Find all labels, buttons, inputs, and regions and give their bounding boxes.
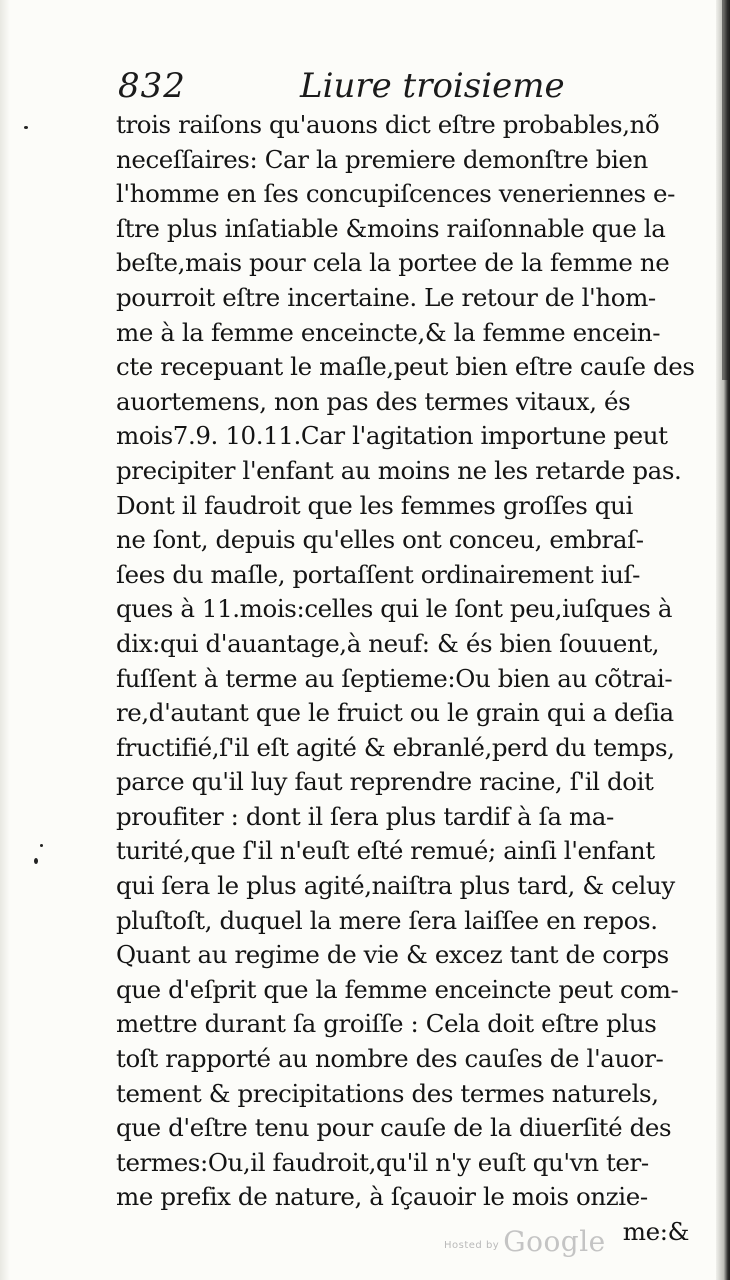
text-line: cte recepuant le maſle,peut bien eſtre cauſe des [116,352,695,382]
ink-speck [24,126,28,129]
text-line: termes:Ou,il faudroit,qu'il n'y euſt qu'vn ter- [116,1147,649,1177]
text-line: ſees du maſle, portaſſent ordinairement iuſ- [116,559,641,589]
text-line: que d'eſtre tenu pour cauſe de la diuerſité des [116,1113,672,1143]
text-line: proufiter : dont il ſera plus tardif à ſa ma- [116,801,614,831]
text-line: mettre durant ſa groiſſe : Cela doit eſtre plus [116,1009,657,1039]
text-line: fuſſent à terme au ſeptieme:Ou bien au cõtrai- [116,663,673,693]
text-line: qui ſera le plus agité,naiſtra plus tard, & celuy [116,871,675,901]
text-line: me à la femme enceincte,& la femme encein- [116,317,661,347]
text-line: pourroit eſtre incertaine. Le retour de l'hom- [116,282,656,312]
text-line: que d'eſprit que la femme enceincte peut com- [116,974,679,1004]
text-line: pluſtoſt, duquel la mere ſera laiſſee en repos. [116,905,658,935]
google-watermark [444,1218,606,1258]
text-line: dix:qui d'auantage,à neuf: & és bien ſouuent, [116,628,660,658]
text-line: auortemens, non pas des termes vitaux, és [116,386,631,416]
text-line: ne ſont, depuis qu'elles ont conceu, embraſ- [116,525,644,555]
text-line: tement & precipitations des termes naturels, [116,1078,659,1108]
text-line: me prefix de nature, à ſçauoir le mois onzie- [116,1182,648,1212]
text-line: Quant au regime de vie & excez tant de corps [116,940,669,970]
ink-speck [40,844,43,847]
text-line: toſt rapporté au nombre des cauſes de l'auor- [116,1044,664,1074]
watermark-prefix: Hosted by [444,1240,500,1251]
text-line: ques à 11.mois:celles qui le ſont peu,iuſques à [116,594,673,624]
page-right-gutter [716,0,730,1280]
page-left-shadow [0,0,10,1280]
text-line: re,d'autant que le fruict ou le grain qui a deſia [116,698,674,728]
text-line: Dont il faudroit que les femmes groſſes qui [116,490,633,520]
text-line: beſte,mais pour cela la portee de la femme ne [116,248,670,278]
google-logo: Google [503,1225,606,1258]
running-title: Liure troisieme [300,66,565,106]
text-line: parce qu'il luy faut reprendre racine, ſ'il doit [116,767,654,797]
text-line: ſtre plus inſatiable &moins raiſonnable que la [116,213,666,243]
body-text [116,108,695,1250]
text-line: mois7.9. 10.11.Car l'agitation importune peut [116,421,668,451]
text-line: turité,que ſ'il n'euſt eſté remué; ainſi l'enfant [116,836,655,866]
gutter-mark [722,0,728,380]
text-line: trois raiſons qu'auons dict eſtre probables,nõ [116,110,660,139]
text-line: neceſſaires: Car la premiere demonſtre bien [116,144,648,174]
text-line: precipiter l'enfant au moins ne les retarde pas. [116,455,682,485]
text-line: l'homme en ſes concupiſcences veneriennes e- [116,179,676,209]
page-number: 832 [118,66,186,106]
catchword: me:& [622,1217,689,1246]
text-line: fructifié,ſ'il eſt agité & ebranlé,perd du temps, [116,732,675,762]
ink-speck [34,858,38,864]
